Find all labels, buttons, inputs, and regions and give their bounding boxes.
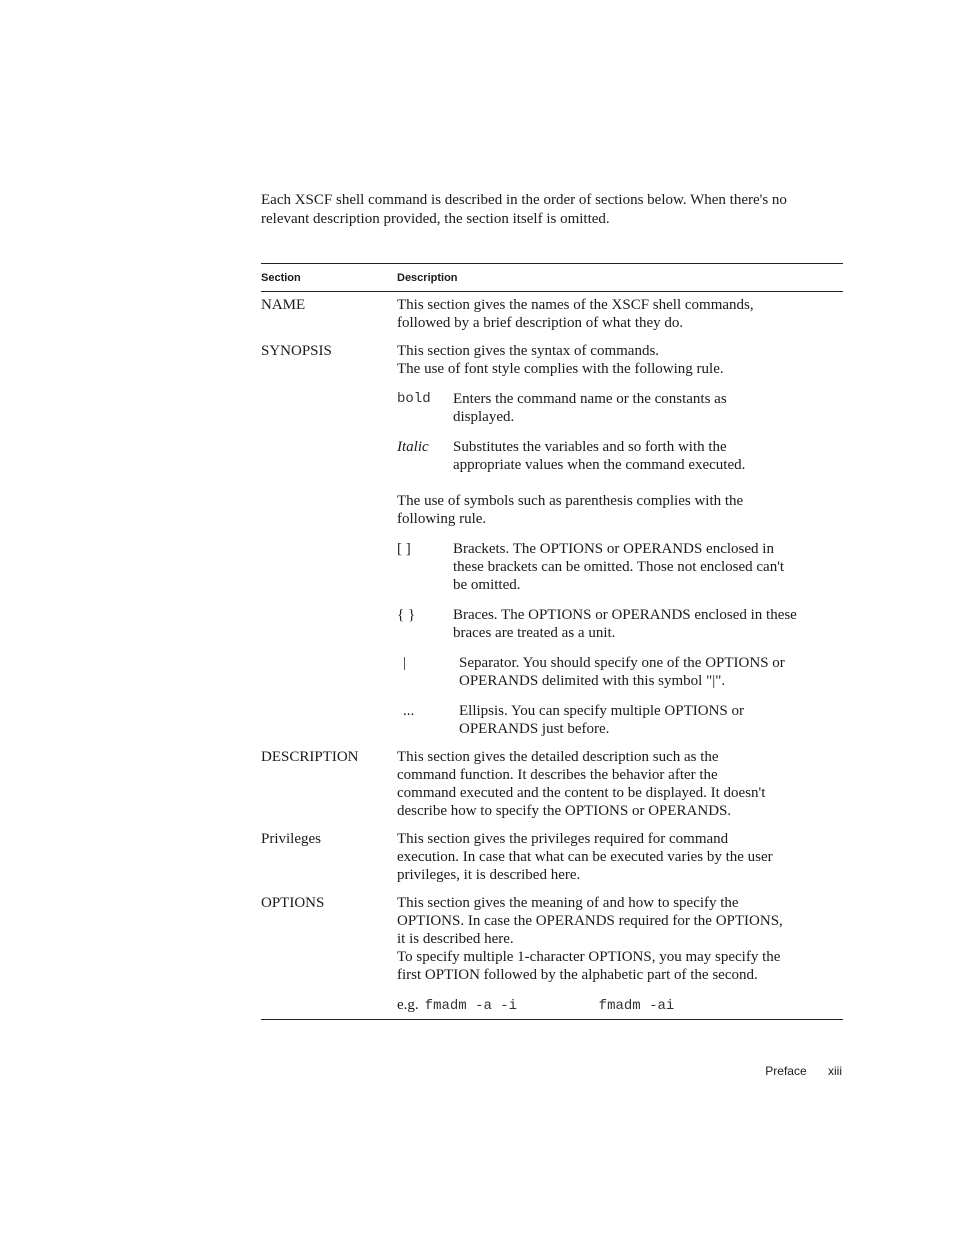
font-rule-bold xyxy=(397,390,837,426)
rule-text xyxy=(453,438,837,474)
rule-line: Substitutes the variables and so forth with the xyxy=(453,439,727,455)
desc-line: The use of symbols such as parenthesis complies with the xyxy=(397,493,744,509)
desc-line: This section gives the syntax of commands. xyxy=(397,343,660,359)
symbol-rule-separator xyxy=(397,654,837,690)
rule-text xyxy=(453,606,837,642)
symbol-rule-ellipsis xyxy=(397,702,837,738)
rule-line: OPERANDS just before. xyxy=(459,721,610,737)
desc-line: command executed and the content to be displayed. It doesn't xyxy=(397,785,766,801)
desc-line: it is described here. xyxy=(397,931,514,947)
section-name: NAME xyxy=(261,297,306,313)
footer-label: Preface xyxy=(765,1064,807,1078)
rule-text xyxy=(459,654,843,690)
options-example xyxy=(397,996,837,1015)
rule-line: be omitted. xyxy=(453,577,521,593)
example-command-combined: fmadm -ai xyxy=(598,998,675,1014)
desc-line: OPTIONS. In case the OPERANDS required for the OPTIONS, xyxy=(397,913,783,929)
rule-line: Ellipsis. You can specify multiple OPTIONS or xyxy=(459,703,744,719)
desc-line: execution. In case that what can be executed varies by the user xyxy=(397,849,773,865)
section-name: Privileges xyxy=(261,831,321,847)
rule-text xyxy=(453,540,837,594)
intro-paragraph xyxy=(261,191,851,228)
table-row-options xyxy=(261,894,843,1015)
rule-line: braces are treated as a unit. xyxy=(453,625,616,641)
table-row-privileges xyxy=(261,830,843,884)
rule-line: appropriate values when the command executed. xyxy=(453,457,746,473)
header-section: Section xyxy=(261,272,301,284)
symbol-rule-braces xyxy=(397,606,837,642)
rule-text xyxy=(459,702,843,738)
rule-text xyxy=(453,390,837,426)
section-name: DESCRIPTION xyxy=(261,749,359,765)
symbol-rule-brackets xyxy=(397,540,837,594)
desc-line: This section gives the meaning of and how to specify the xyxy=(397,895,739,911)
rule-line: Enters the command name or the constants as xyxy=(453,391,727,407)
section-description xyxy=(397,748,837,820)
font-rule-italic xyxy=(397,438,837,474)
desc-line: This section gives the privileges required for command xyxy=(397,831,729,847)
rule-key: | xyxy=(403,655,407,671)
table-body xyxy=(261,292,843,1019)
section-description xyxy=(397,830,837,884)
rule-line: these brackets can be omitted. Those not enclosed can't xyxy=(453,559,785,575)
section-name: SYNOPSIS xyxy=(261,343,332,359)
rule-line: OPERANDS delimited with this symbol "|". xyxy=(459,673,726,689)
rule-line: Separator. You should specify one of the OPTIONS or xyxy=(459,655,785,671)
example-label: e.g. xyxy=(397,997,419,1013)
section-description xyxy=(397,342,837,738)
rule-key: [ ] xyxy=(397,541,411,557)
desc-line: following rule. xyxy=(397,511,487,527)
section-description xyxy=(397,296,837,332)
page-number: xiii xyxy=(828,1064,842,1078)
rule-key: Italic xyxy=(397,439,429,455)
symbols-intro xyxy=(397,492,837,528)
intro-line: Each XSCF shell command is described in the order of sections below. When there's no xyxy=(261,192,787,208)
desc-line: first OPTION followed by the alphabetic part of the second. xyxy=(397,967,758,983)
desc-line: To specify multiple 1-character OPTIONS, you may specify the xyxy=(397,949,781,965)
section-description xyxy=(397,894,837,1015)
intro-line: relevant description provided, the section itself is omitted. xyxy=(261,210,610,227)
desc-line: command function. It describes the behavior after the xyxy=(397,767,718,783)
example-command-separate: fmadm -a -i xyxy=(424,998,518,1014)
desc-line: This section gives the detailed description such as the xyxy=(397,749,719,765)
table-row-synopsis xyxy=(261,342,843,738)
table-header xyxy=(261,264,843,292)
section-name: OPTIONS xyxy=(261,895,325,911)
rule-key: { } xyxy=(397,607,416,623)
rule-line: Braces. The OPTIONS or OPERANDS enclosed in these xyxy=(453,607,797,623)
rule-line: displayed. xyxy=(453,409,515,425)
desc-line: This section gives the names of the XSCF shell commands, xyxy=(397,297,754,313)
rule-key: ... xyxy=(403,703,415,719)
table-row-description xyxy=(261,748,843,820)
table-row-name xyxy=(261,296,843,332)
desc-line: followed by a brief description of what they do. xyxy=(397,315,684,331)
sections-table xyxy=(261,263,843,1020)
desc-line: describe how to specify the OPTIONS or OPERANDS. xyxy=(397,803,732,819)
desc-line: The use of font style complies with the following rule. xyxy=(397,361,724,377)
header-description: Description xyxy=(397,272,458,284)
desc-line: privileges, it is described here. xyxy=(397,867,581,883)
page-footer xyxy=(765,1064,842,1078)
rule-line: Brackets. The OPTIONS or OPERANDS enclosed in xyxy=(453,541,774,557)
rule-key: bold xyxy=(397,391,431,407)
